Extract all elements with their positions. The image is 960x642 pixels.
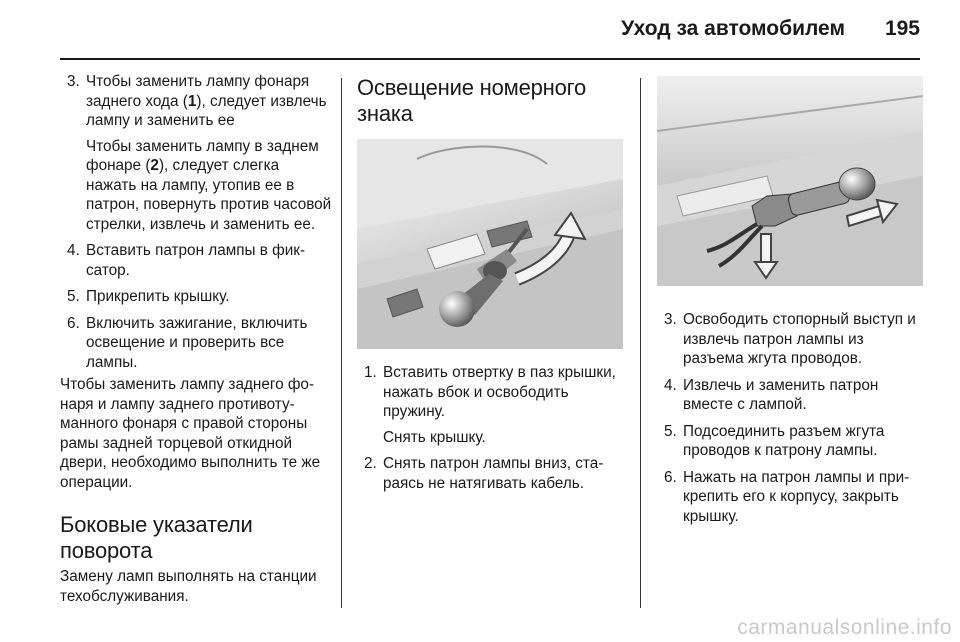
step-6: [60, 314, 332, 373]
step-text: Чтобы заменить лампу фонаря заднего хода (: [86, 73, 310, 110]
step-text: Включить зажигание, включить освещение и проверить все лампы.: [86, 314, 308, 371]
section-heading: Освещение номерного знака: [357, 75, 587, 126]
step-text: Прикрепить крышку.: [86, 288, 230, 305]
column-left: [60, 72, 332, 606]
screwdriver-cover-illustration: [357, 139, 623, 349]
step-text: Извлечь и заменить патрон вместе с лампой.: [683, 376, 879, 413]
step-number: 2.: [364, 455, 377, 472]
section-text: Замену ламп выполнять на станции техобслуживания.: [60, 568, 317, 605]
step-number: 4.: [664, 376, 677, 394]
column-right: [657, 72, 923, 533]
step-subparagraph: Снять крышку.: [383, 428, 486, 446]
step-4: [657, 376, 923, 415]
step-number: 5.: [664, 422, 677, 440]
step-number: 3.: [664, 311, 677, 328]
license-plate-lamp-removal-illustration: [357, 139, 623, 349]
page-number: 195: [884, 17, 920, 40]
step-3: [657, 310, 923, 369]
step-text: Освободить стопорный выступ и извлечь патрон лампы из разъема жгута проводов.: [683, 311, 916, 367]
running-header-title: Уход за автомобилем: [621, 17, 845, 40]
body-paragraph: Чтобы заменить лампу заднего фонаря и лампу заднего противотуманного фонаря с правой стороны рамы задней торцевой откидной двери, необходимо выполнить те же операции.: [60, 376, 321, 491]
step-5: [60, 287, 332, 307]
step-number: 6.: [664, 468, 677, 486]
step-text: Подсоединить разъем жгута проводов к патрону лампы.: [683, 422, 885, 459]
step-text: Нажать на патрон лампы и прикрепить его к корпусу, закрыть крышку.: [683, 468, 910, 525]
step-number: 5.: [67, 288, 80, 305]
step-1: [357, 363, 627, 447]
callout-number: 1: [187, 92, 197, 110]
step-list: [60, 72, 332, 372]
column-divider-1: [341, 78, 342, 608]
column-divider-2: [640, 78, 641, 608]
header-rule: [60, 58, 920, 60]
step-4: [60, 241, 332, 280]
step-list: [657, 310, 923, 526]
step-5: [657, 422, 923, 461]
step-text: Снять патрон лампы вниз, стараясь не натягивать кабель.: [383, 455, 604, 492]
column-middle: [357, 72, 627, 500]
step-text: Вставить отвертку в паз крышки, нажать вбок и освободить пружину.: [383, 364, 616, 420]
step-subparagraph: Чтобы заменить лампу в заднем фонаре (2), следует слегка нажать на лампу, утопив ее в патрон, повернуть против часовой стрелки, извлечь и заменить ее.: [86, 137, 332, 233]
bulb-socket-removal-illustration: [657, 76, 923, 286]
step-2: [357, 454, 627, 493]
section-heading: Боковые указатели поворота: [60, 512, 253, 563]
step-6: [657, 468, 923, 527]
step-list: [357, 363, 627, 493]
step-3: [60, 72, 332, 234]
step-number: 4.: [67, 242, 80, 259]
bulb-socket-illustration: [657, 76, 923, 286]
callout-number: 2: [150, 157, 159, 174]
step-text: Вставить патрон лампы в фиксатор.: [86, 242, 306, 279]
step-number: 1.: [364, 364, 377, 381]
step-number: 3.: [67, 73, 80, 90]
watermark-brand: carmanualsonline.info: [737, 616, 952, 639]
step-text: ), следует извлечь лампу и заменить ее: [86, 92, 327, 129]
step-number: 6.: [67, 314, 80, 332]
